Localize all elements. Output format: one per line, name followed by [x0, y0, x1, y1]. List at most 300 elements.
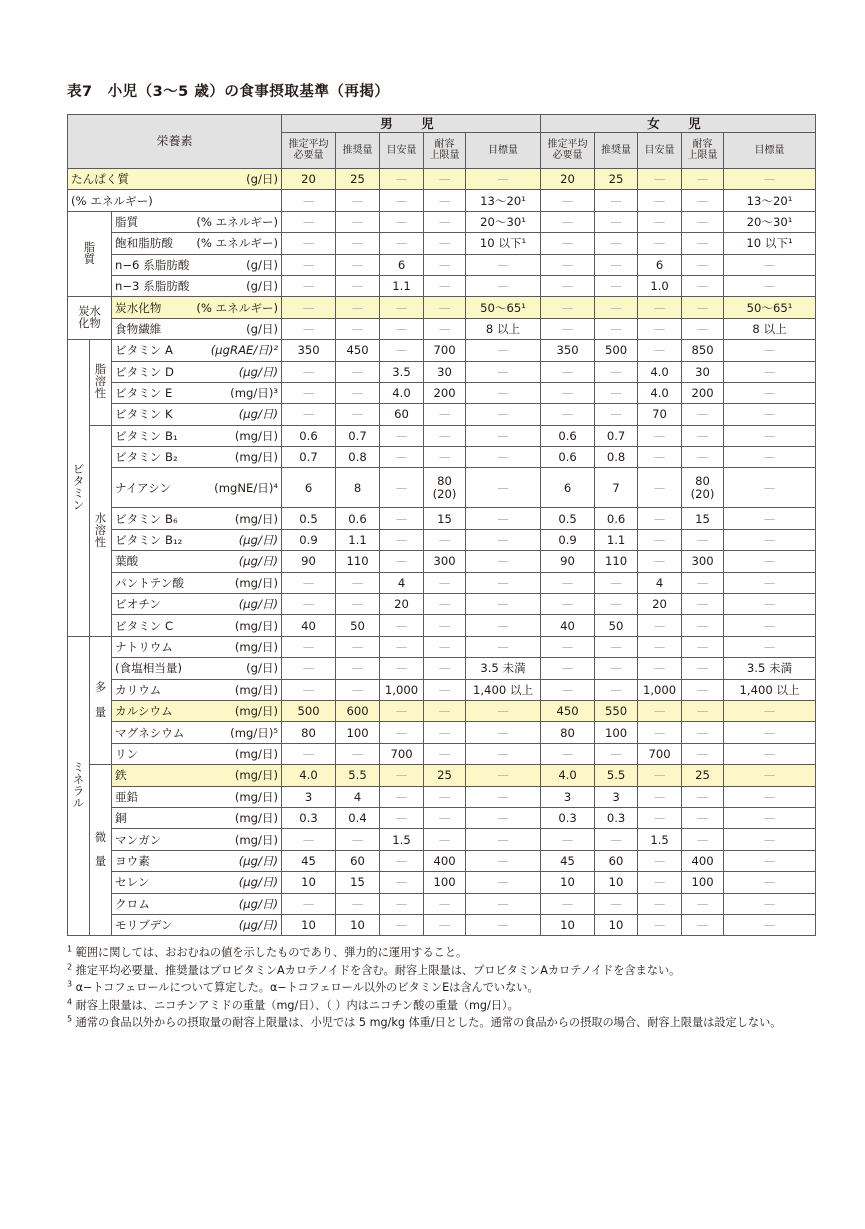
value-cell	[595, 893, 638, 914]
value: 8 以上	[485, 321, 521, 336]
value-cell	[682, 594, 724, 615]
value: 100	[346, 725, 369, 740]
value-cell	[424, 700, 466, 721]
value: —	[653, 321, 666, 336]
value-cell	[724, 211, 816, 232]
nutrient-name: 鉄	[115, 768, 127, 783]
nutrient-name-cell	[112, 382, 282, 403]
value-cell	[336, 169, 380, 190]
value: 0.9	[558, 533, 577, 548]
value: —	[395, 193, 408, 208]
value-cell	[424, 551, 466, 572]
value-cell	[336, 318, 380, 339]
value-cell	[724, 765, 816, 786]
value-cell	[336, 404, 380, 425]
value: —	[653, 811, 666, 826]
value: —	[351, 407, 364, 422]
value: —	[696, 725, 709, 740]
value-cell	[336, 275, 380, 296]
nutrient-name-cell	[112, 254, 282, 275]
value: 90	[560, 554, 575, 569]
value-cell	[595, 190, 638, 211]
value-cell	[541, 340, 595, 361]
value-cell	[541, 636, 595, 657]
value-cell	[595, 615, 638, 636]
nutrient-name-cell	[112, 297, 282, 318]
value: —	[395, 300, 408, 315]
value: —	[351, 193, 364, 208]
table-row	[68, 572, 816, 593]
nutrient-name: ビタミン B₁₂	[115, 533, 183, 548]
value-cell	[424, 914, 466, 935]
value: —	[395, 618, 408, 633]
value: —	[395, 704, 408, 719]
value: —	[351, 386, 364, 401]
value-cell	[595, 658, 638, 679]
value: —	[438, 918, 451, 933]
value-cell	[541, 233, 595, 254]
value-cell	[282, 529, 336, 550]
value-cell	[595, 914, 638, 935]
value: 350	[297, 343, 320, 358]
value: —	[610, 896, 622, 911]
nutrient-unit: (% エネルギー)	[71, 193, 153, 208]
value-cell	[282, 382, 336, 403]
value-cell	[336, 743, 380, 764]
value: —	[696, 428, 709, 443]
footnote-text: 通常の食品以外からの摂取量の耐容上限量は、小児では 5 mg/kg 体重/日とした。通常の食品からの摂取の場合、耐容上限量は設定しない。	[75, 1016, 782, 1030]
value: —	[497, 172, 509, 187]
value-cell	[638, 850, 682, 871]
value-cell	[595, 508, 638, 529]
value: —	[763, 832, 776, 847]
value: —	[763, 789, 776, 804]
value: —	[438, 789, 451, 804]
nutrient-name: 炭水化物	[115, 300, 162, 315]
value: —	[696, 640, 709, 654]
value-cell	[638, 679, 682, 700]
value: —	[561, 746, 574, 761]
value: —	[438, 236, 451, 251]
value: 0.6	[348, 511, 367, 526]
value: —	[302, 279, 315, 294]
table-row	[68, 765, 816, 786]
value: —	[561, 321, 574, 336]
value: —	[302, 661, 315, 676]
value: —	[561, 407, 574, 422]
value-cell	[336, 340, 380, 361]
value: —	[438, 896, 451, 911]
nutrient-unit: (mg/日)	[234, 768, 279, 783]
value: 50～65¹	[746, 300, 793, 315]
value: —	[561, 386, 574, 401]
nutrient-name-cell	[112, 786, 282, 807]
value: —	[763, 279, 776, 294]
value-cell	[380, 425, 424, 446]
value-cell	[466, 658, 541, 679]
footnote	[67, 962, 827, 980]
nutrient-name: ビタミン B₆	[115, 511, 178, 526]
value-cell	[724, 297, 816, 318]
value-cell	[282, 318, 336, 339]
value-cell	[595, 425, 638, 446]
group-label: ミ ネ ラ ル	[68, 636, 90, 935]
value-cell	[541, 275, 595, 296]
value-cell	[541, 447, 595, 468]
value: —	[763, 918, 776, 933]
nutrient-name: たんぱく質	[71, 172, 129, 187]
value: 1.1	[348, 533, 367, 548]
value-cell	[595, 211, 638, 232]
nutrient-name: n−6 系脂肪酸	[115, 257, 190, 272]
nutrient-name-cell	[112, 872, 282, 893]
value: 3	[304, 789, 313, 804]
value: 10	[301, 918, 316, 933]
value-cell	[724, 658, 816, 679]
value-cell	[638, 425, 682, 446]
value-cell	[282, 361, 336, 382]
value: 20	[394, 597, 409, 612]
value: 80 (20)	[690, 473, 715, 501]
value: 60	[350, 853, 365, 868]
value: —	[395, 214, 408, 229]
value: 110	[604, 554, 628, 569]
value: 0.7	[606, 428, 626, 443]
value-cell	[282, 447, 336, 468]
nutrient-name: ビタミン A	[115, 343, 173, 358]
value: 50	[608, 618, 624, 633]
value-cell	[595, 318, 638, 339]
value: 20	[560, 172, 575, 187]
value-cell	[724, 425, 816, 446]
value: 0.6	[558, 450, 577, 465]
value: 3	[612, 789, 620, 804]
value-cell	[724, 468, 816, 508]
table-row	[68, 275, 816, 296]
value-cell	[638, 572, 682, 593]
value-cell	[682, 679, 724, 700]
value: —	[302, 364, 315, 379]
value-cell	[638, 468, 682, 508]
value-cell	[466, 233, 541, 254]
value-cell	[282, 658, 336, 679]
nutrient-unit: (g/日)	[246, 279, 279, 294]
value: —	[438, 832, 451, 847]
value-cell	[336, 914, 380, 935]
value-cell	[336, 233, 380, 254]
value: 0.6	[558, 428, 577, 443]
footnote-number: 3	[67, 979, 73, 989]
value: 30	[695, 364, 710, 379]
value: 4.0	[650, 386, 669, 401]
value-cell	[424, 382, 466, 403]
value: 20	[301, 172, 316, 187]
value-cell	[424, 636, 466, 657]
value-cell	[682, 807, 724, 828]
value-cell	[466, 722, 541, 743]
value-cell	[380, 508, 424, 529]
value-cell	[336, 722, 380, 743]
value: —	[763, 343, 776, 358]
value: —	[653, 853, 666, 868]
value-cell	[282, 594, 336, 615]
value-cell	[724, 914, 816, 935]
value-cell	[282, 254, 336, 275]
value: —	[561, 661, 574, 676]
value-cell	[282, 169, 336, 190]
value: —	[497, 597, 509, 612]
nutrient-unit: (mg/日)	[234, 511, 279, 526]
value: 4	[655, 575, 664, 590]
value-cell	[682, 658, 724, 679]
value-cell	[282, 807, 336, 828]
value: —	[497, 832, 509, 847]
nutrient-unit: (mg/日)	[234, 682, 279, 697]
value-cell	[595, 829, 638, 850]
value-cell	[336, 807, 380, 828]
value-cell	[380, 211, 424, 232]
value: —	[351, 279, 364, 294]
value: —	[653, 896, 666, 911]
value: —	[763, 725, 776, 740]
value: —	[561, 575, 574, 590]
value: 100	[604, 725, 628, 740]
value-cell	[638, 914, 682, 935]
value: —	[696, 533, 709, 548]
value-cell	[682, 508, 724, 529]
value-cell	[724, 529, 816, 550]
value: —	[302, 300, 315, 315]
footnote-number: 1	[67, 944, 73, 954]
value-cell	[638, 254, 682, 275]
value: —	[610, 832, 622, 847]
value: —	[610, 279, 622, 294]
value-cell	[682, 893, 724, 914]
value-cell	[424, 190, 466, 211]
value-cell	[424, 425, 466, 446]
value: —	[497, 789, 509, 804]
value-cell	[380, 615, 424, 636]
value: —	[351, 682, 364, 697]
value-cell	[380, 679, 424, 700]
footnote-number: 5	[67, 1014, 73, 1024]
value: —	[696, 172, 709, 187]
value-cell	[682, 297, 724, 318]
value-cell	[336, 447, 380, 468]
value: —	[438, 428, 451, 443]
value: —	[302, 832, 315, 847]
table-row	[68, 190, 816, 211]
nutrient-unit: (μg/日)	[238, 896, 279, 911]
value: —	[696, 575, 709, 590]
value-cell	[595, 807, 638, 828]
table-row	[68, 829, 816, 850]
value: —	[497, 811, 509, 826]
value-cell	[682, 914, 724, 935]
nutrient-name: カルシウム	[115, 704, 173, 719]
value: —	[653, 554, 666, 569]
value-cell	[682, 615, 724, 636]
nutrient-name-cell	[112, 914, 282, 935]
nutrient-name-cell	[112, 447, 282, 468]
value-cell	[466, 318, 541, 339]
value: 5.5	[348, 768, 367, 783]
value: —	[395, 480, 408, 495]
value: 45	[301, 853, 316, 868]
value: —	[561, 279, 574, 294]
value-cell	[336, 594, 380, 615]
nutrient-name-cell	[112, 615, 282, 636]
value: 4.0	[299, 768, 318, 783]
value: 70	[652, 407, 667, 422]
value: 0.6	[299, 428, 318, 443]
value-cell	[466, 786, 541, 807]
female-col-header: 目標量	[724, 133, 816, 169]
value-cell	[380, 572, 424, 593]
value: 4.0	[650, 364, 669, 379]
value-cell	[682, 340, 724, 361]
value-cell	[638, 551, 682, 572]
table-row	[68, 361, 816, 382]
value: 200	[691, 386, 714, 401]
value-cell	[466, 361, 541, 382]
value: —	[438, 450, 451, 465]
value-cell	[724, 850, 816, 871]
value-cell	[638, 636, 682, 657]
value: —	[653, 236, 666, 251]
value: 90	[301, 554, 316, 569]
value-cell	[541, 893, 595, 914]
table-row	[68, 340, 816, 361]
nutrient-name: 飽和脂肪酸	[115, 236, 173, 251]
value-cell	[541, 722, 595, 743]
value-cell	[682, 382, 724, 403]
value: —	[438, 321, 451, 336]
value-cell	[724, 829, 816, 850]
value-cell	[424, 233, 466, 254]
value-cell	[424, 297, 466, 318]
value-cell	[424, 404, 466, 425]
value: —	[696, 236, 709, 251]
value: —	[497, 640, 509, 654]
value-cell	[380, 914, 424, 935]
value-cell	[638, 318, 682, 339]
value-cell	[541, 382, 595, 403]
value-cell	[595, 529, 638, 550]
value: —	[351, 236, 364, 251]
nutrient-unit: (mg/日)	[234, 746, 279, 761]
value: 60	[394, 407, 409, 422]
value: 500	[604, 343, 628, 358]
value-cell	[541, 700, 595, 721]
nutrient-name-cell	[112, 700, 282, 721]
female-col-header: 目安量	[638, 133, 682, 169]
value-cell	[724, 679, 816, 700]
value-cell	[682, 786, 724, 807]
value: —	[302, 214, 315, 229]
value-cell	[424, 829, 466, 850]
value: 10	[560, 918, 575, 933]
value: —	[653, 193, 666, 208]
value: —	[763, 172, 776, 187]
value-cell	[424, 807, 466, 828]
value-cell	[724, 594, 816, 615]
group-label: 多 量	[90, 636, 112, 764]
nutrient-name: n−3 系脂肪酸	[115, 279, 190, 294]
table-row	[68, 679, 816, 700]
value: 6	[563, 480, 572, 495]
nutrient-name: マンガン	[115, 832, 162, 847]
value-cell	[541, 615, 595, 636]
value-cell	[424, 594, 466, 615]
nutrient-name: モリブデン	[115, 918, 173, 933]
value: —	[497, 746, 509, 761]
value-cell	[724, 361, 816, 382]
nutrient-name-cell	[112, 233, 282, 254]
value-cell	[282, 743, 336, 764]
value: —	[302, 257, 315, 272]
value-cell	[724, 169, 816, 190]
value: —	[351, 832, 364, 847]
value-cell	[682, 404, 724, 425]
value: —	[438, 214, 451, 229]
value-cell	[336, 254, 380, 275]
value: —	[438, 193, 451, 208]
value-cell	[424, 211, 466, 232]
nutrient-unit: (μg/日)	[238, 533, 279, 548]
value: —	[763, 875, 776, 890]
nutrient-name-cell	[112, 318, 282, 339]
value-cell	[466, 551, 541, 572]
value: —	[497, 918, 509, 933]
value: —	[653, 789, 666, 804]
value: —	[438, 661, 451, 676]
value-cell	[541, 914, 595, 935]
value: 6	[397, 257, 406, 272]
value: —	[497, 428, 509, 443]
value: —	[438, 300, 451, 315]
value-cell	[682, 211, 724, 232]
value: —	[438, 257, 451, 272]
value-cell	[282, 636, 336, 657]
value-cell	[380, 786, 424, 807]
value-cell	[282, 700, 336, 721]
value: 0.3	[299, 811, 318, 826]
value-cell	[682, 829, 724, 850]
value: —	[497, 896, 509, 911]
value-cell	[595, 297, 638, 318]
nutrient-unit: (mg/日)³	[230, 386, 279, 401]
value: —	[763, 386, 776, 401]
value: —	[763, 597, 776, 612]
value-cell	[336, 297, 380, 318]
value: —	[653, 533, 666, 548]
value-cell	[595, 572, 638, 593]
value-cell	[541, 169, 595, 190]
nutrient-name-cell	[68, 190, 282, 211]
value-cell	[682, 700, 724, 721]
value-cell	[424, 786, 466, 807]
value: —	[351, 300, 364, 315]
value: —	[351, 214, 364, 229]
value-cell	[282, 872, 336, 893]
table-row	[68, 233, 816, 254]
value: —	[561, 832, 574, 847]
value-cell	[466, 211, 541, 232]
value: 200	[433, 386, 456, 401]
table-row	[68, 807, 816, 828]
value-cell	[380, 658, 424, 679]
